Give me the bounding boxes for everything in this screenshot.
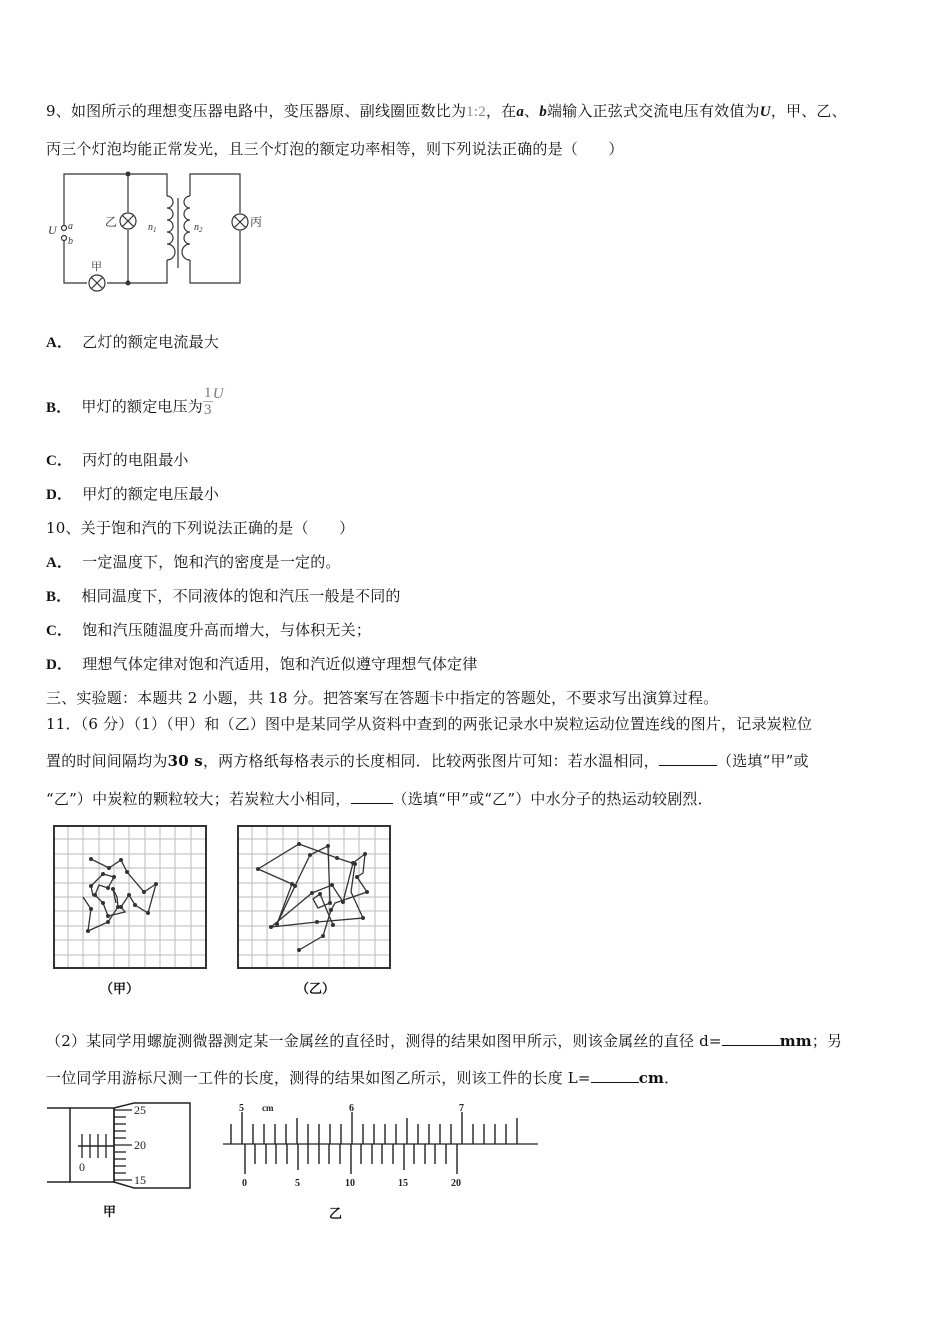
svg-text:7: 7 [459, 1103, 464, 1114]
svg-text:乙: 乙 [105, 215, 118, 229]
svg-text:5: 5 [295, 1178, 300, 1189]
q11-part2-line1: （2）某同学用螺旋测微器测定某一金属丝的直径时，测得的结果如图甲所示，则该金属丝的直径 d= mm；另 [46, 1032, 843, 1050]
answer-blank-length[interactable] [591, 1068, 639, 1083]
svg-text:0: 0 [79, 1160, 85, 1174]
q9-stem-line1: 9、如图所示的理想变压器电路中，变压器原、副线圈匝数比为1:2，在a、b端输入正弦式交流电压有效值为U，甲、乙、 [46, 102, 847, 120]
section-3-heading: 三、实验题：本题共 2 小题，共 18 分。把答案写在答题卡中指定的答题处，不要求写出演算过程。 [46, 689, 719, 707]
caption-yi: （乙） [296, 982, 336, 997]
answer-blank-1[interactable] [659, 751, 717, 766]
svg-text:b: b [68, 236, 73, 247]
q10-option-d: D． 理想气体定律对饱和汽适用，饱和汽近似遵守理想气体定律 [46, 655, 478, 673]
caption-jia: （甲） [100, 982, 140, 997]
caption-caliper: 乙 [329, 1207, 343, 1222]
svg-text:10: 10 [345, 1178, 355, 1189]
answer-blank-2[interactable] [351, 789, 393, 804]
q11-line1: 11．（6 分）（1）（甲）和（乙）图中是某同学从资料中查到的两张记录水中炭粒运动位置连线的图片，记录炭粒位 [46, 715, 813, 733]
transformer-circuit-figure [42, 168, 272, 298]
answer-blank-diameter[interactable] [722, 1031, 780, 1046]
q9-stem-line2: 丙三个灯泡均能正常发光，且三个灯泡的额定功率相等，则下列说法正确的是（ ） [46, 140, 624, 158]
svg-text:n2: $n_2$ [194, 222, 203, 234]
svg-text:15: 15 [398, 1178, 408, 1189]
q9-option-a: A． 乙灯的额定电流最大 [46, 333, 220, 351]
turns-ratio: 1:2 [466, 104, 486, 120]
svg-text:a: a [68, 221, 73, 232]
brownian-grid-yi [237, 825, 391, 969]
micrometer-figure [44, 1100, 194, 1195]
svg-text:15: 15 [134, 1173, 146, 1187]
svg-text:丙: 丙 [250, 215, 263, 229]
svg-text:20: 20 [134, 1138, 146, 1152]
q9-option-b: B． 甲灯的额定电压为 $\frac{1}{3}$ U [46, 385, 224, 418]
fraction-one-third: $\frac{1}{3}$ [204, 385, 212, 418]
svg-text:20: 20 [451, 1178, 461, 1189]
svg-text:25: 25 [134, 1103, 146, 1117]
q10-option-a: A． 一定温度下，饱和汽的密度是一定的。 [46, 553, 341, 571]
q11-line2: 置的时间间隔均为30 s，两方格纸每格表示的长度相同．比较两张图片可知：若水温相同， （选填“甲”或 [46, 752, 809, 770]
q11-line3: “乙”）中炭粒的颗粒较大；若炭粒大小相同， （选填“甲”或“乙”）中水分子的热运动较剧烈． [46, 790, 713, 808]
q11-part2-line2: 一位同学用游标尺测一工件的长度，测得的结果如图乙所示，则该工件的长度 L= cm． [46, 1069, 680, 1087]
q9-option-d: D． 甲灯的额定电压最小 [46, 485, 220, 503]
caption-micrometer: 甲 [103, 1205, 117, 1220]
q10-option-c: C． 饱和汽压随温度升高而增大，与体积无关； [46, 621, 372, 639]
svg-text:6: 6 [349, 1103, 354, 1114]
svg-text:甲: 甲 [91, 261, 102, 273]
vernier-caliper-figure [218, 1100, 548, 1190]
brownian-grid-jia [53, 825, 207, 969]
svg-text:0: 0 [242, 1178, 247, 1189]
svg-text:5: 5 [239, 1103, 244, 1114]
svg-text:cm: cm [262, 1103, 274, 1113]
q9-option-c: C． 丙灯的电阻最小 [46, 451, 189, 469]
q10-stem: 10、关于饱和汽的下列说法正确的是（ ） [46, 519, 355, 537]
svg-text:n1: $n_1$ [148, 222, 157, 234]
svg-text:U: U [48, 223, 57, 237]
q10-option-b: B． 相同温度下，不同液体的饱和汽压一般是不同的 [46, 587, 401, 605]
